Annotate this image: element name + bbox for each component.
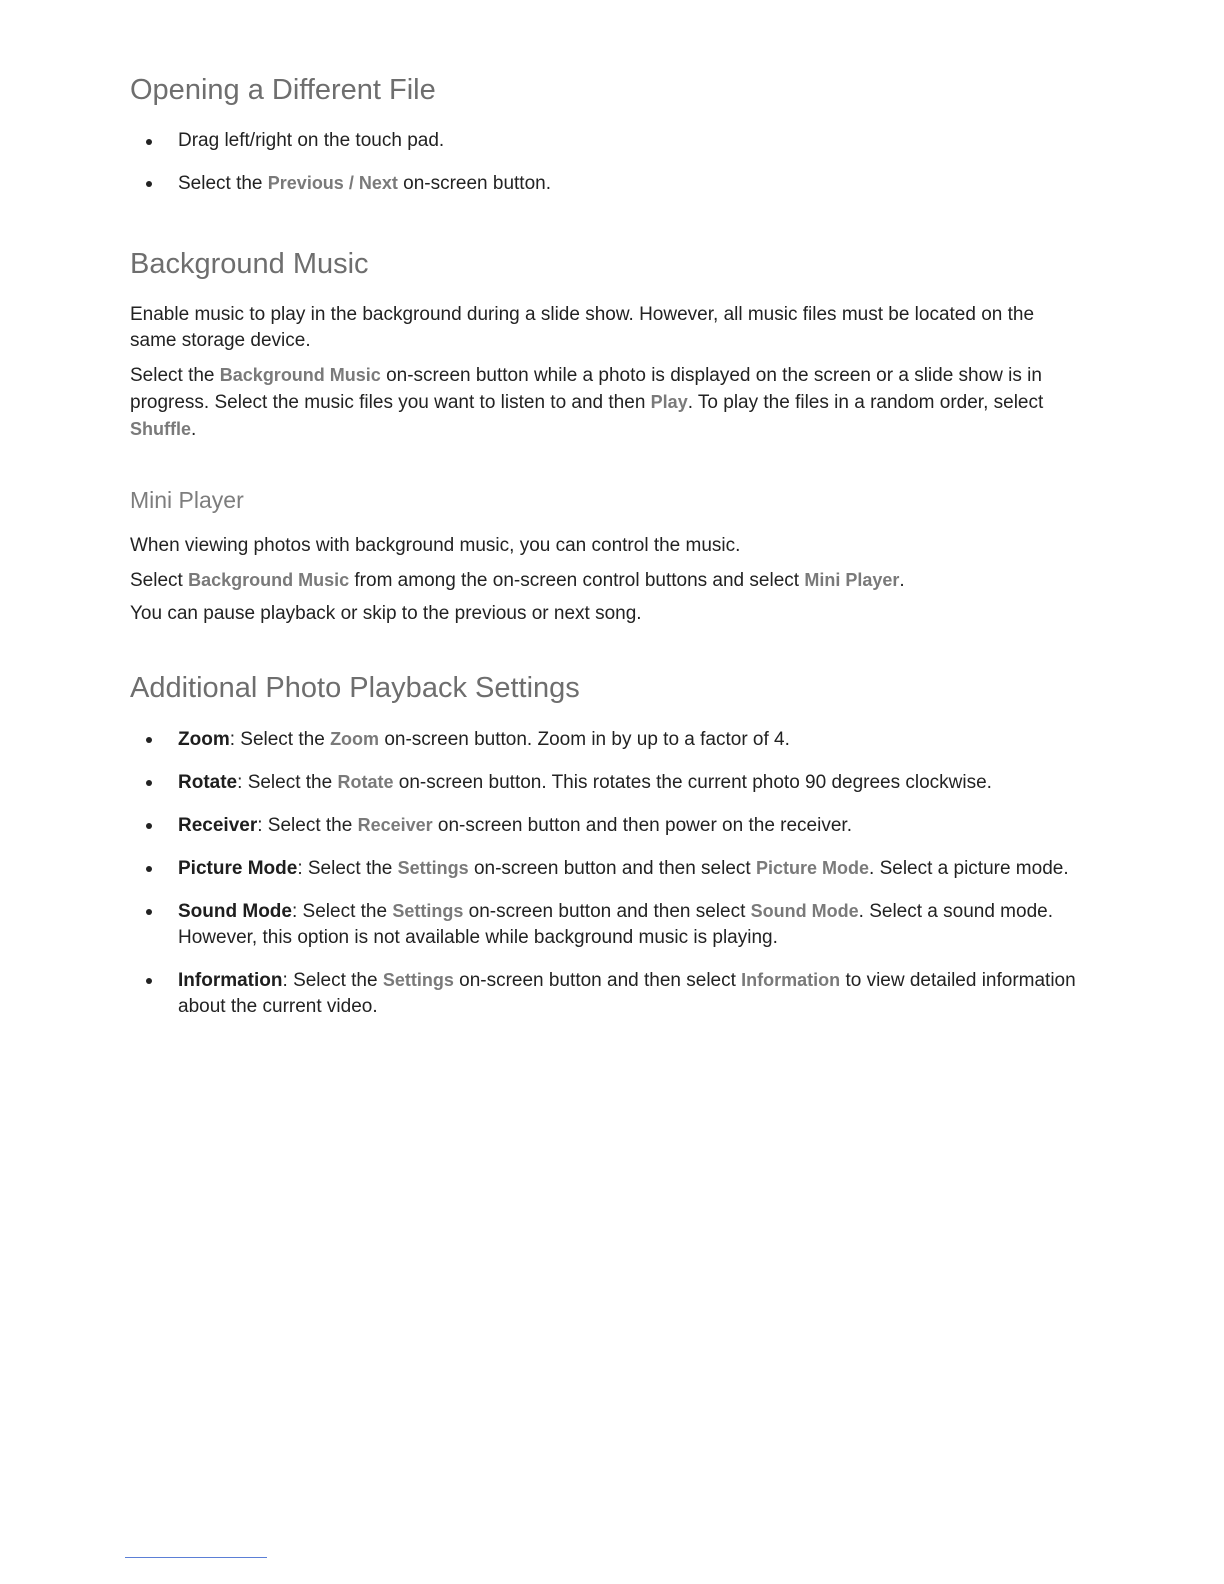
- ui-label-settings: Settings: [397, 858, 469, 878]
- list-item-text: Select the: [178, 173, 268, 194]
- ui-label-shuffle: Shuffle: [130, 419, 191, 439]
- list-item-text: :: [297, 858, 308, 879]
- paragraph-text: . To play the files in a random order, select: [687, 392, 1044, 413]
- ui-label-settings: Settings: [392, 901, 464, 921]
- list-item-receiver: [130, 812, 1078, 839]
- ui-label-zoom: Zoom: [330, 729, 380, 749]
- list-item-text: on-screen button and then power on the receiver.: [432, 815, 852, 836]
- list-item-text: Select the: [267, 815, 358, 836]
- list-item-text: on-screen button and then select: [453, 970, 742, 991]
- ui-label-information: Information: [741, 970, 841, 990]
- list-item-text: Select the: [293, 970, 383, 991]
- list-item-text: on-screen button and then select: [468, 858, 756, 879]
- list-item-text: :: [282, 970, 294, 991]
- paragraph: When viewing photos with background music, you can control the music.: [130, 535, 741, 556]
- paragraph-text: .: [191, 419, 197, 440]
- list-item-text: Select the: [302, 901, 393, 922]
- paragraph-text: Select the: [130, 365, 220, 386]
- list-item-text: :: [291, 901, 303, 922]
- list-item-text: Select the: [247, 772, 338, 793]
- list-item-text: on-screen button. Zoom in by up to a factor of 4.: [379, 729, 790, 750]
- term-label: Sound Mode: [178, 901, 292, 922]
- paragraph-text: Select: [130, 570, 189, 591]
- ui-label-picture-mode: Picture Mode: [755, 858, 870, 878]
- ui-label-rotate: Rotate: [337, 772, 394, 792]
- paragraph: You can pause playback or skip to the previous or next song.: [130, 603, 642, 624]
- paragraph: [130, 362, 1070, 443]
- ui-label-sound-mode: Sound Mode: [750, 901, 859, 921]
- paragraph: [130, 567, 1070, 594]
- list-item-text: :: [229, 729, 241, 750]
- paragraph-text: from among the on-screen control buttons and select: [349, 570, 805, 591]
- bullet-icon: [146, 823, 152, 829]
- bullet-icon: [146, 909, 152, 915]
- paragraph: Enable music to play in the background during a slide show. However, all music files must be located on the same storage device.: [130, 304, 1035, 351]
- list-item-text: Select the: [240, 729, 331, 750]
- list-item-text: . Select a picture mode.: [869, 858, 1069, 879]
- list-item-zoom: [130, 726, 1078, 753]
- list-item-information: [130, 967, 1078, 1020]
- opening-file-list: [130, 128, 1080, 197]
- list-item-text: to view detailed information about the current video.: [178, 970, 1076, 1017]
- section-title-opening-file: Opening a Different File: [130, 74, 436, 106]
- settings-list: [130, 726, 1080, 1020]
- ui-label-play: Play: [650, 392, 688, 412]
- ui-label-background-music: Background Music: [219, 365, 381, 385]
- bullet-icon: [146, 866, 152, 872]
- subsection-title-mini-player: Mini Player: [130, 487, 244, 513]
- list-item-text: :: [257, 815, 268, 836]
- bullet-icon: [146, 181, 152, 187]
- term-label: Rotate: [178, 772, 238, 793]
- section-title-additional-settings: Additional Photo Playback Settings: [130, 672, 580, 704]
- list-item-text: :: [237, 772, 248, 793]
- list-item-text: Select the: [307, 858, 398, 879]
- bullet-icon: [146, 978, 152, 984]
- list-item-text: on-screen button. This rotates the current photo 90 degrees clockwise.: [393, 772, 992, 793]
- term-label: Zoom: [178, 729, 230, 750]
- term-label: Information: [178, 970, 283, 991]
- term-label: Receiver: [178, 815, 258, 836]
- list-item: [130, 170, 1078, 197]
- list-item-text: . Select a sound mode. However, this option is not available while background music is playing.: [178, 901, 1053, 948]
- bullet-icon: [146, 737, 152, 743]
- list-item-rotate: [130, 769, 1078, 796]
- ui-label-previous-next: Previous / Next: [267, 173, 398, 193]
- list-item: [130, 128, 1078, 154]
- section-title-background-music: Background Music: [130, 248, 369, 280]
- ui-label-background-music: Background Music: [188, 570, 350, 590]
- paragraph-text: on-screen button while a photo is displayed on the screen or a slide show is in progress. Select the music files you want to listen to and then: [130, 365, 1042, 413]
- footer-divider: [125, 1557, 267, 1558]
- ui-label-mini-player: Mini Player: [804, 570, 900, 590]
- term-label: Picture Mode: [178, 858, 298, 879]
- paragraph-text: .: [899, 570, 905, 591]
- list-item-sound-mode: [130, 898, 1078, 951]
- list-item-text: on-screen button.: [397, 173, 551, 194]
- ui-label-receiver: Receiver: [357, 815, 433, 835]
- list-item-text: Drag left/right on the touch pad.: [178, 130, 445, 151]
- ui-label-settings: Settings: [382, 970, 454, 990]
- bullet-icon: [146, 139, 152, 145]
- list-item-text: on-screen button and then select: [463, 901, 751, 922]
- bullet-icon: [146, 780, 152, 786]
- list-item-picture-mode: [130, 855, 1078, 882]
